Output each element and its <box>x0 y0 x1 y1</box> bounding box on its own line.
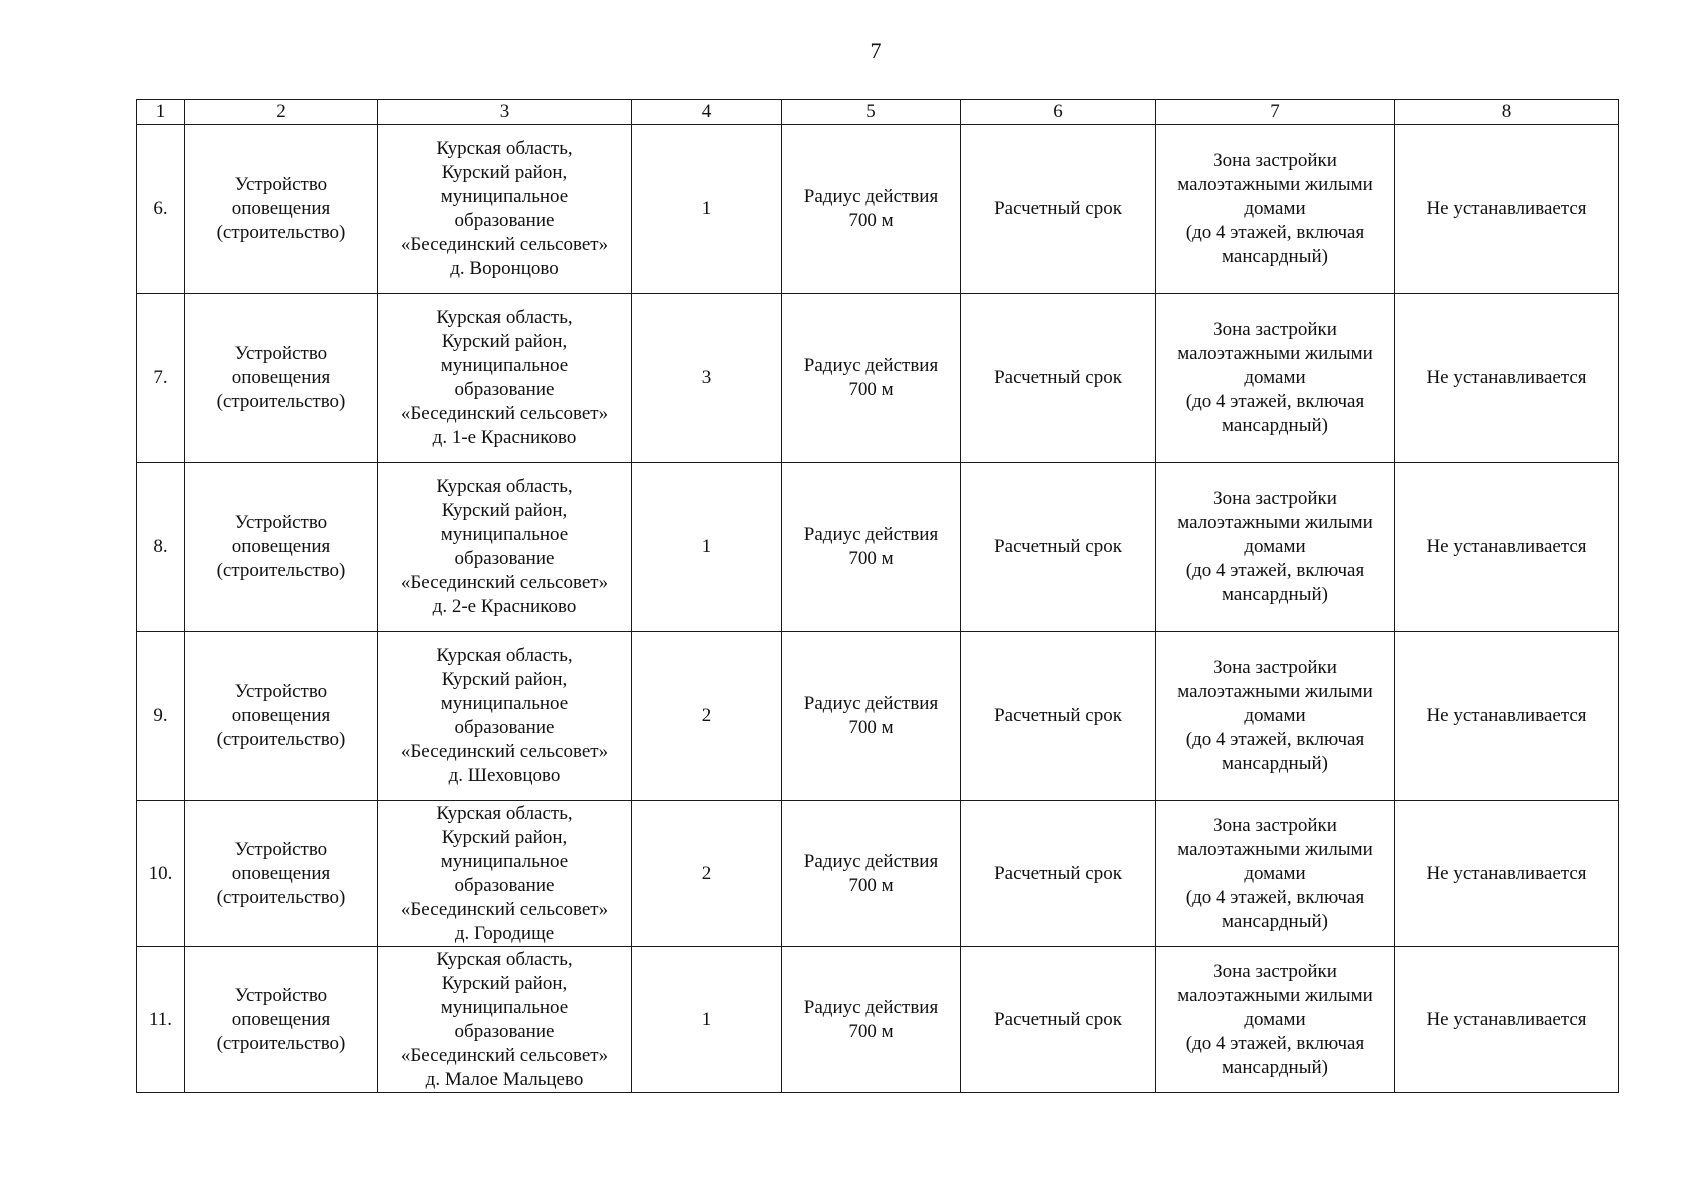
column-header: 4 <box>632 100 782 125</box>
document-table <box>136 99 1619 1093</box>
radius-cell: Радиус действия 700 м <box>782 125 961 294</box>
object-cell: Устройство оповещения (строительство) <box>185 463 378 632</box>
restriction-cell: Не устанавливается <box>1395 801 1619 947</box>
term-cell: Расчетный срок <box>961 463 1156 632</box>
row-number-cell: 8. <box>137 463 185 632</box>
restriction-cell: Не устанавливается <box>1395 294 1619 463</box>
count-cell: 1 <box>632 947 782 1093</box>
zone-cell: Зона застройки малоэтажными жилыми домами (до 4 этажей, включая мансардный) <box>1156 125 1395 294</box>
object-cell: Устройство оповещения (строительство) <box>185 801 378 947</box>
column-header: 7 <box>1156 100 1395 125</box>
radius-cell: Радиус действия 700 м <box>782 294 961 463</box>
row-number-cell: 6. <box>137 125 185 294</box>
column-header: 6 <box>961 100 1156 125</box>
radius-cell: Радиус действия 700 м <box>782 947 961 1093</box>
term-cell: Расчетный срок <box>961 632 1156 801</box>
row-number-cell: 9. <box>137 632 185 801</box>
row-number-cell: 11. <box>137 947 185 1093</box>
restriction-cell: Не устанавливается <box>1395 463 1619 632</box>
location-cell: Курская область, Курский район, муниципальное образование «Бесединский сельсовет» д. 2-е Красниково <box>378 463 632 632</box>
term-cell: Расчетный срок <box>961 294 1156 463</box>
zone-cell: Зона застройки малоэтажными жилыми домами (до 4 этажей, включая мансардный) <box>1156 463 1395 632</box>
column-header: 8 <box>1395 100 1619 125</box>
term-cell: Расчетный срок <box>961 947 1156 1093</box>
row-number-cell: 10. <box>137 801 185 947</box>
restriction-cell: Не устанавливается <box>1395 947 1619 1093</box>
count-cell: 2 <box>632 632 782 801</box>
location-cell: Курская область, Курский район, муниципальное образование «Бесединский сельсовет» д. 1-е Красниково <box>378 294 632 463</box>
count-cell: 1 <box>632 463 782 632</box>
row-number-cell: 7. <box>137 294 185 463</box>
object-cell: Устройство оповещения (строительство) <box>185 947 378 1093</box>
object-cell: Устройство оповещения (строительство) <box>185 294 378 463</box>
count-cell: 1 <box>632 125 782 294</box>
table-row <box>137 801 1619 947</box>
table-row <box>137 947 1619 1093</box>
column-header: 2 <box>185 100 378 125</box>
location-cell: Курская область, Курский район, муниципальное образование «Бесединский сельсовет» д. Городище <box>378 801 632 947</box>
table-row <box>137 463 1619 632</box>
radius-cell: Радиус действия 700 м <box>782 632 961 801</box>
zone-cell: Зона застройки малоэтажными жилыми домами (до 4 этажей, включая мансардный) <box>1156 947 1395 1093</box>
zone-cell: Зона застройки малоэтажными жилыми домами (до 4 этажей, включая мансардный) <box>1156 801 1395 947</box>
table-row <box>137 125 1619 294</box>
count-cell: 2 <box>632 801 782 947</box>
column-header: 5 <box>782 100 961 125</box>
location-cell: Курская область, Курский район, муниципальное образование «Бесединский сельсовет» д. Шеховцово <box>378 632 632 801</box>
table-row <box>137 632 1619 801</box>
location-cell: Курская область, Курский район, муниципальное образование «Бесединский сельсовет» д. Воронцово <box>378 125 632 294</box>
header-row <box>137 100 1619 125</box>
restriction-cell: Не устанавливается <box>1395 632 1619 801</box>
restriction-cell: Не устанавливается <box>1395 125 1619 294</box>
table-row <box>137 294 1619 463</box>
column-header: 1 <box>137 100 185 125</box>
object-cell: Устройство оповещения (строительство) <box>185 125 378 294</box>
zone-cell: Зона застройки малоэтажными жилыми домами (до 4 этажей, включая мансардный) <box>1156 632 1395 801</box>
object-cell: Устройство оповещения (строительство) <box>185 632 378 801</box>
term-cell: Расчетный срок <box>961 125 1156 294</box>
term-cell: Расчетный срок <box>961 801 1156 947</box>
radius-cell: Радиус действия 700 м <box>782 463 961 632</box>
count-cell: 3 <box>632 294 782 463</box>
location-cell: Курская область, Курский район, муниципальное образование «Бесединский сельсовет» д. Малое Мальцево <box>378 947 632 1093</box>
zone-cell: Зона застройки малоэтажными жилыми домами (до 4 этажей, включая мансардный) <box>1156 294 1395 463</box>
column-header: 3 <box>378 100 632 125</box>
page-number: 7 <box>870 38 882 63</box>
radius-cell: Радиус действия 700 м <box>782 801 961 947</box>
